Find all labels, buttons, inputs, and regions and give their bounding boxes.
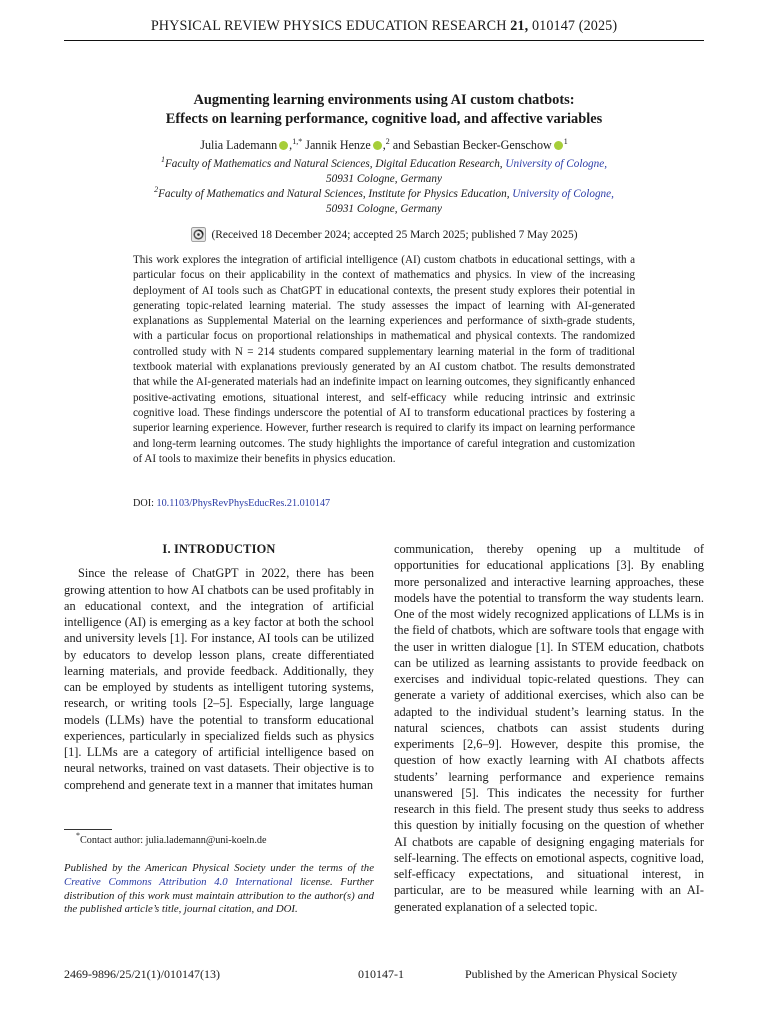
author-1-affil: 1,* bbox=[292, 137, 303, 146]
orcid-icon[interactable] bbox=[279, 141, 288, 150]
author-2-affil: 2 bbox=[385, 137, 390, 146]
affiliation-2 bbox=[64, 187, 704, 217]
intro-paragraph-1: Since the release of ChatGPT in 2022, there has been growing attention to how AI chatbots can be used profitably in an educational context, and the integration of artificial intelligence (AI) is emerging as a key factor at both the school and university levels [1]. For instance, AI tools can be utilized by educators to develop lesson plans, create differentiated learning materials, and provide feedback. Additionally, they can be employed by students as intelligent tutoring systems, research, or writing tools [2–5]. Especially, large language models (LLMs) have the potential to transform educational experiences, particularly in specialized fields such as physics [1]. LLMs are a category of artificial intelligence based on neural networks, trained on vast datasets. Their objective is to comprehend and generate text in a manner that imitates human bbox=[64, 566, 374, 792]
footer-issn: 2469-9896/25/21(1)/010147(13) bbox=[64, 967, 220, 981]
affiliation-2-link[interactable]: University of Cologne, bbox=[512, 188, 614, 200]
footnote-contact bbox=[64, 831, 374, 847]
author-conjunction: and bbox=[392, 138, 411, 152]
orcid-icon[interactable] bbox=[373, 141, 382, 150]
affiliation-1-link[interactable]: University of Cologne, bbox=[505, 158, 608, 170]
received-text: (Received 18 December 2024; accepted 25 March 2025; published 7 May 2025) bbox=[211, 229, 578, 241]
footer-publisher: Published by the American Physical Society bbox=[465, 967, 678, 981]
journal-volume: 21, bbox=[510, 18, 529, 34]
affiliation-2-city: 50931 Cologne, Germany bbox=[326, 203, 442, 215]
abstract: This work explores the integration of artificial intelligence (AI) custom chatbots in educational settings, with a particular focus on their applicability in the context of mathematics and physics. In view of the increasing deployment of AI tools such as ChatGPT in educational contexts, the present study explores their potential in generating topic-related learning material. The study assesses the impact of learning with AI-generated explanations as Supplemental Material on the learning experiences and performance of sixth-grade students, with a particular focus on proportional relationships in mathematical and physical contexts. The randomized controlled study with N = 214 students compared supplementary learning material in the form of traditional textbook material with explanations previously generated by an AI custom chatbot. The results demonstrated that while the AI-generated materials had an indefinite impact on learning outcomes, they significantly enhanced positive-activating emotions, situational interest, and self-efficacy while reducing intrinsic and extrinsic cognitive load. These findings underscore the potential of AI to transform educational practices by fostering a superior learning experience. However, further research is required to clarify its impact on learning performance and long-term learning outcomes. The study highlights the importance of careful integration and customization of AI tools to maximize their benefits in physics education. bbox=[133, 254, 635, 465]
section-heading-introduction: I. INTRODUCTION bbox=[162, 542, 276, 556]
affiliation-1-city: 50931 Cologne, Germany bbox=[326, 173, 442, 185]
article-title bbox=[64, 91, 704, 129]
footer-page-number: 010147-1 bbox=[358, 967, 404, 981]
author-1[interactable]: Julia Lademann bbox=[200, 138, 278, 152]
license-text-after: license. Further distribution of this work must maintain attribution to the author(s) and the published article’s title, journal citation, and DOI. bbox=[64, 875, 375, 916]
journal-header bbox=[64, 18, 704, 35]
article-number-year: 010147 (2025) bbox=[531, 18, 618, 34]
affiliation-1-text: Faculty of Mathematics and Natural Sciences, Digital Education Research, bbox=[164, 158, 503, 170]
author-3-affil: 1 bbox=[563, 137, 568, 146]
affiliation-2-number: 2 bbox=[154, 185, 159, 194]
orcid-icon[interactable] bbox=[554, 141, 563, 150]
author-2[interactable]: Jannik Henze bbox=[305, 138, 371, 152]
title-line-1: Augmenting learning environments using AI custom chatbots: bbox=[193, 92, 575, 108]
received-dates bbox=[64, 227, 704, 242]
affiliation-2-text: Faculty of Mathematics and Natural Sciences, Institute for Physics Education, bbox=[158, 188, 510, 200]
author-3[interactable]: Sebastian Becker-Genschow bbox=[413, 138, 552, 152]
author-list: Julia Lademann ,$^{1,*}$ Jannik Henze ,$^2$ and Sebastian Becker-Genschow $^1$ bbox=[200, 137, 568, 152]
footnote-text: Contact author: julia.lademann@uni-koeln.de bbox=[80, 835, 267, 846]
doi-label: DOI: bbox=[133, 498, 154, 509]
license-link[interactable]: Creative Commons Attribution 4.0 International bbox=[64, 875, 293, 888]
license-text-before: Published by the American Physical Society under the terms of the bbox=[64, 862, 374, 874]
column-left bbox=[64, 541, 374, 793]
header-rule bbox=[64, 40, 704, 41]
intro-paragraph-1-continued: communication, thereby opening up a multitude of opportunities for educational applications [3]. By enabling more personalized and interactive learning approaches, these models have the potential to transform the way students learn. One of the most widely recognized applications of LLMs is in the field of chatbots, which are software tools that engage with the user in written dialogue [1]. In STEM education, chatbots can be utilized as learning assistants to provide feedback on exercises and individual topic-related questions. They can generate a variety of additional exercises, which also can be adapted to the individual student’s learning status. In the natural sciences, chatbots can assist students during experiments [2,6–9]. However, despite this promise, the question of how exactly learning with AI chatbots affects students’ learning performance and experience remains unanswered [5]. This indicates the necessity for further research in this field. The present study thus seeks to address this question by initially focusing on the question of whether AI chatbots are capable of designing engaging materials for self-learning. The effects on emotional aspects, cognitive load, self-efficacy expectations, and situational interest, in particular, are to be measured while learning with an AI-generated explanation of a selected topic. bbox=[394, 542, 704, 914]
footnote-mark: * bbox=[76, 831, 80, 840]
affiliation-1 bbox=[64, 157, 704, 187]
doi bbox=[133, 498, 330, 509]
footnote-rule bbox=[64, 829, 112, 830]
affiliation-1-number: 1 bbox=[160, 155, 165, 164]
title-line-2: Effects on learning performance, cognitive load, and affective variables bbox=[165, 111, 603, 127]
license-statement bbox=[64, 862, 374, 917]
doi-link[interactable]: 10.1103/PhysRevPhysEducRes.21.010147 bbox=[156, 498, 331, 509]
journal-name: PHYSICAL REVIEW PHYSICS EDUCATION RESEARCH bbox=[150, 18, 507, 34]
check-for-updates-icon[interactable] bbox=[191, 227, 206, 242]
column-right bbox=[394, 541, 704, 915]
